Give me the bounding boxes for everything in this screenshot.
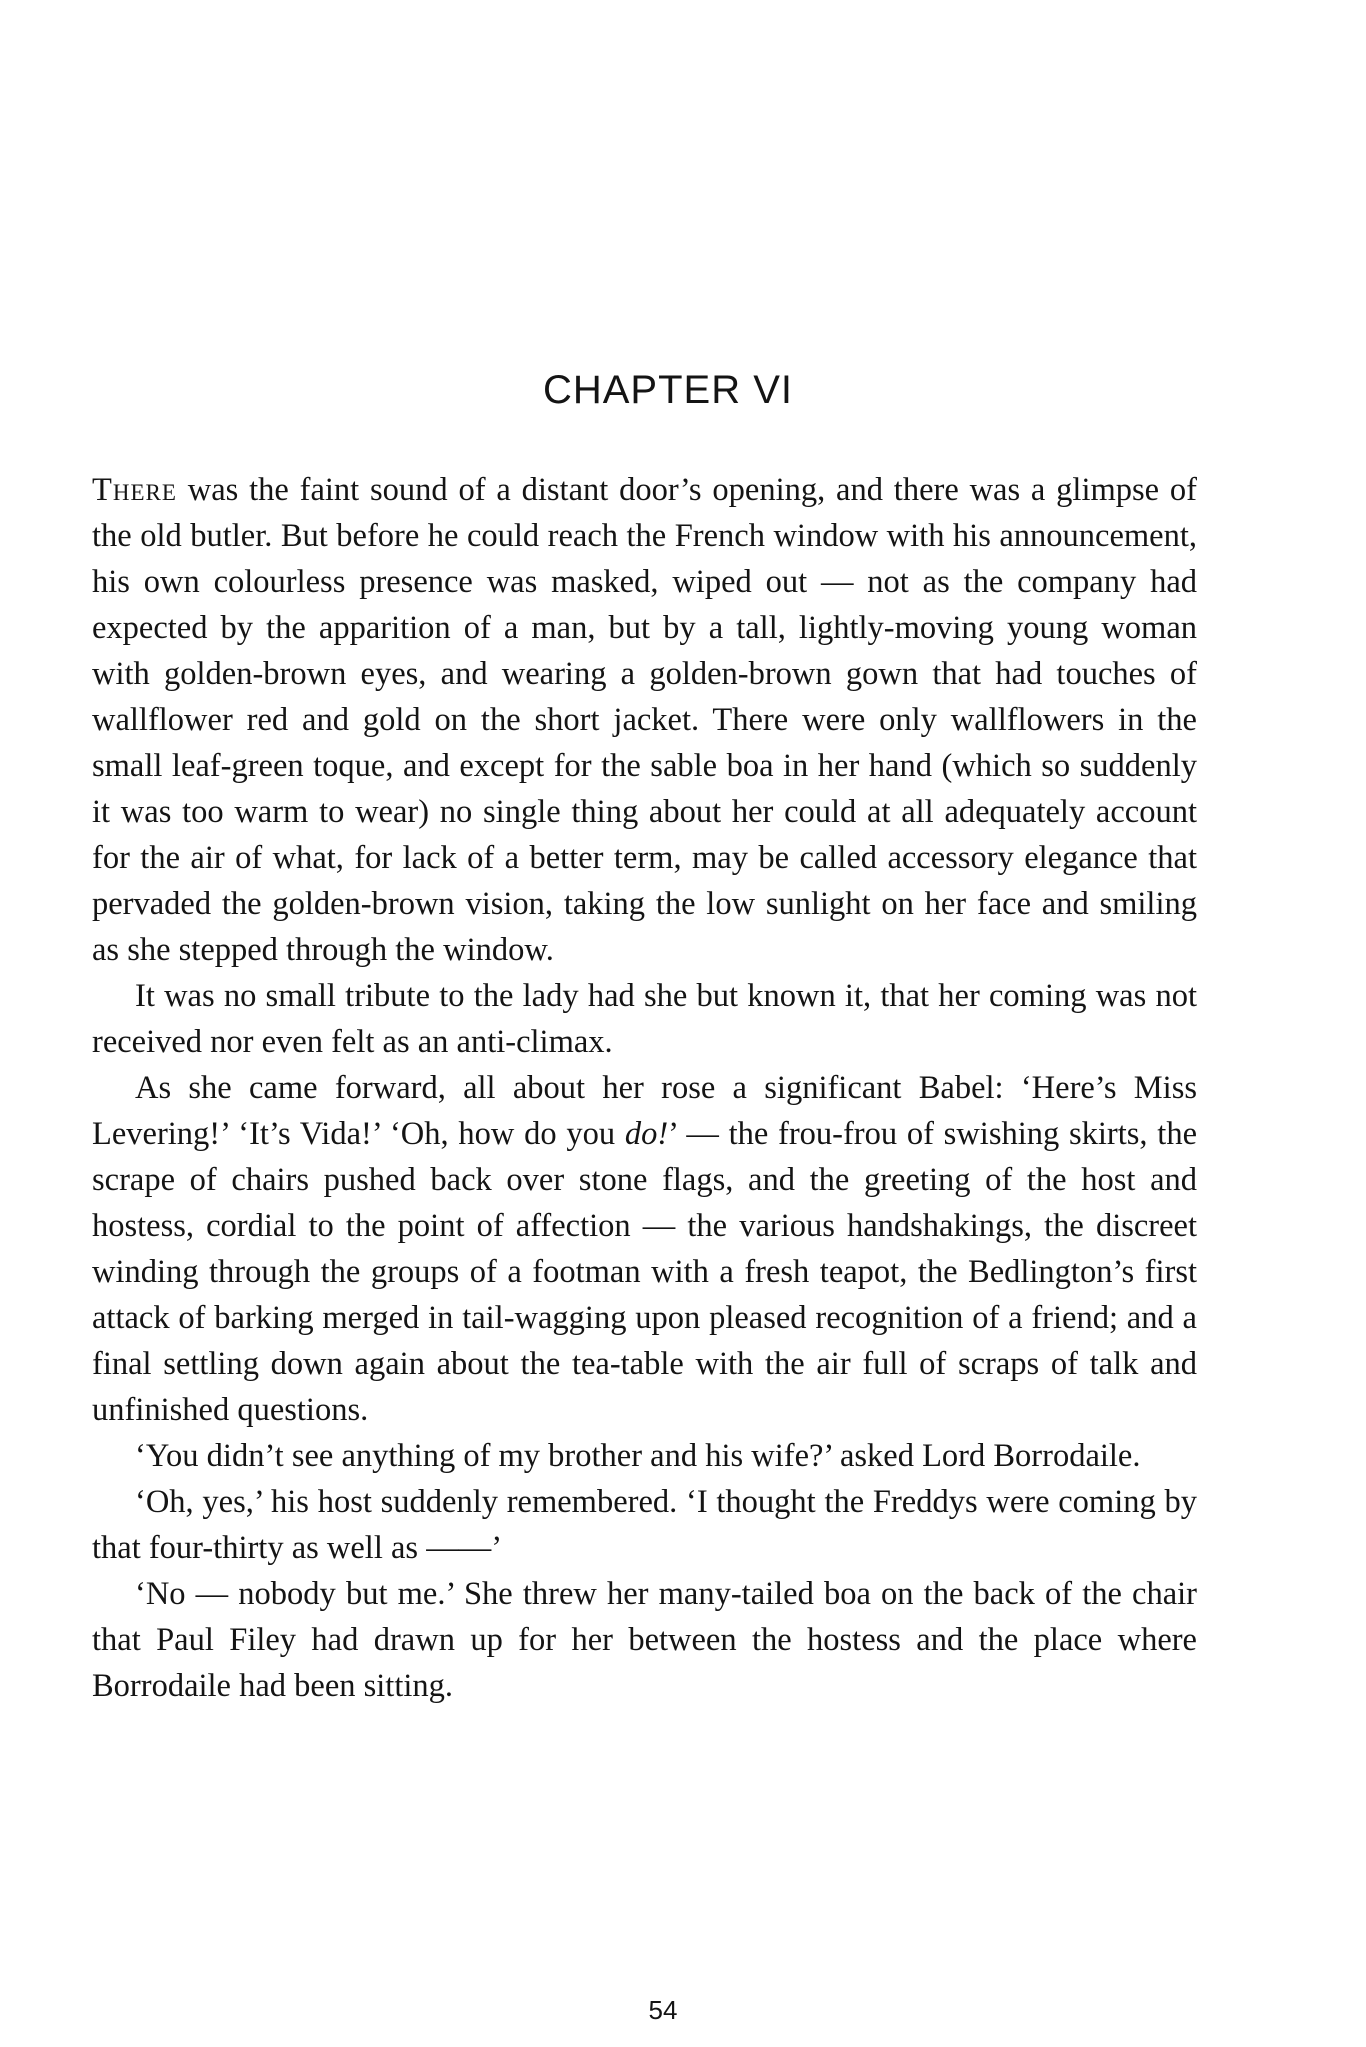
- paragraph-3: [92, 1065, 1197, 1433]
- paragraph-1: [92, 467, 1197, 973]
- paragraph-4: ‘You didn’t see anything of my brother and his wife?’ asked Lord Borrodaile.: [135, 1438, 1141, 1474]
- paragraph-5: ‘Oh, yes,’ his host suddenly remembered. ‘I thought the Freddys were coming by that four-thirty as well as ——’: [92, 1484, 1197, 1566]
- paragraph-3-italic: do!: [624, 1116, 669, 1152]
- paragraph-1-lead: There: [92, 472, 177, 508]
- paragraph-3-text-after: ’ — the frou-frou of swishing skirts, the scrape of chairs pushed back over stone flags, and the greeting of the host and hostess, cordial to the point of affection — the various handshakings, the discreet winding through the groups of a footman with a fresh teapot, the Bedlington’s first attack of barking merged in tail-wagging upon pleased recognition of a friend; and a final settling down again about the tea-table with the air full of scraps of talk and unfinished questions.: [92, 1116, 1197, 1428]
- paragraph-1-text: was the faint sound of a distant door’s opening, and there was a glimpse of the old butler. But before he could reach the French window with his announcement, his own colourless presence was masked, wiped out — not as the company had expected by the apparition of a man, but by a tall, lightly-moving young woman with golden-brown eyes, and wearing a golden-brown gown that had touches of wallflower red and gold on the short jacket. There were only wallflowers in the small leaf-green toque, and except for the sable boa in her hand (which so suddenly it was too warm to wear) no single thing about her could at all adequately account for the air of what, for lack of a better term, may be called accessory elegance that pervaded the golden-brown vision, taking the low sunlight on her face and smiling as she stepped through the window.: [92, 472, 1197, 968]
- body-text: [92, 467, 1197, 1709]
- paragraph-6: ‘No — nobody but me.’ She threw her many-tailed boa on the back of the chair that Paul Filey had drawn up for her between the hostess and the place where Borrodaile had been sitting.: [92, 1576, 1197, 1704]
- paragraph-3-text-before: As she came forward, all about her rose a significant Babel: ‘Here’s Miss Levering!’ ‘It’s Vida!’ ‘Oh, how do you: [92, 1070, 1197, 1152]
- paragraph-2: It was no small tribute to the lady had she but known it, that her coming was not received nor even felt as an anti-climax.: [92, 978, 1197, 1060]
- chapter-title: CHAPTER VI: [542, 368, 794, 412]
- page-number: 54: [648, 1995, 678, 2025]
